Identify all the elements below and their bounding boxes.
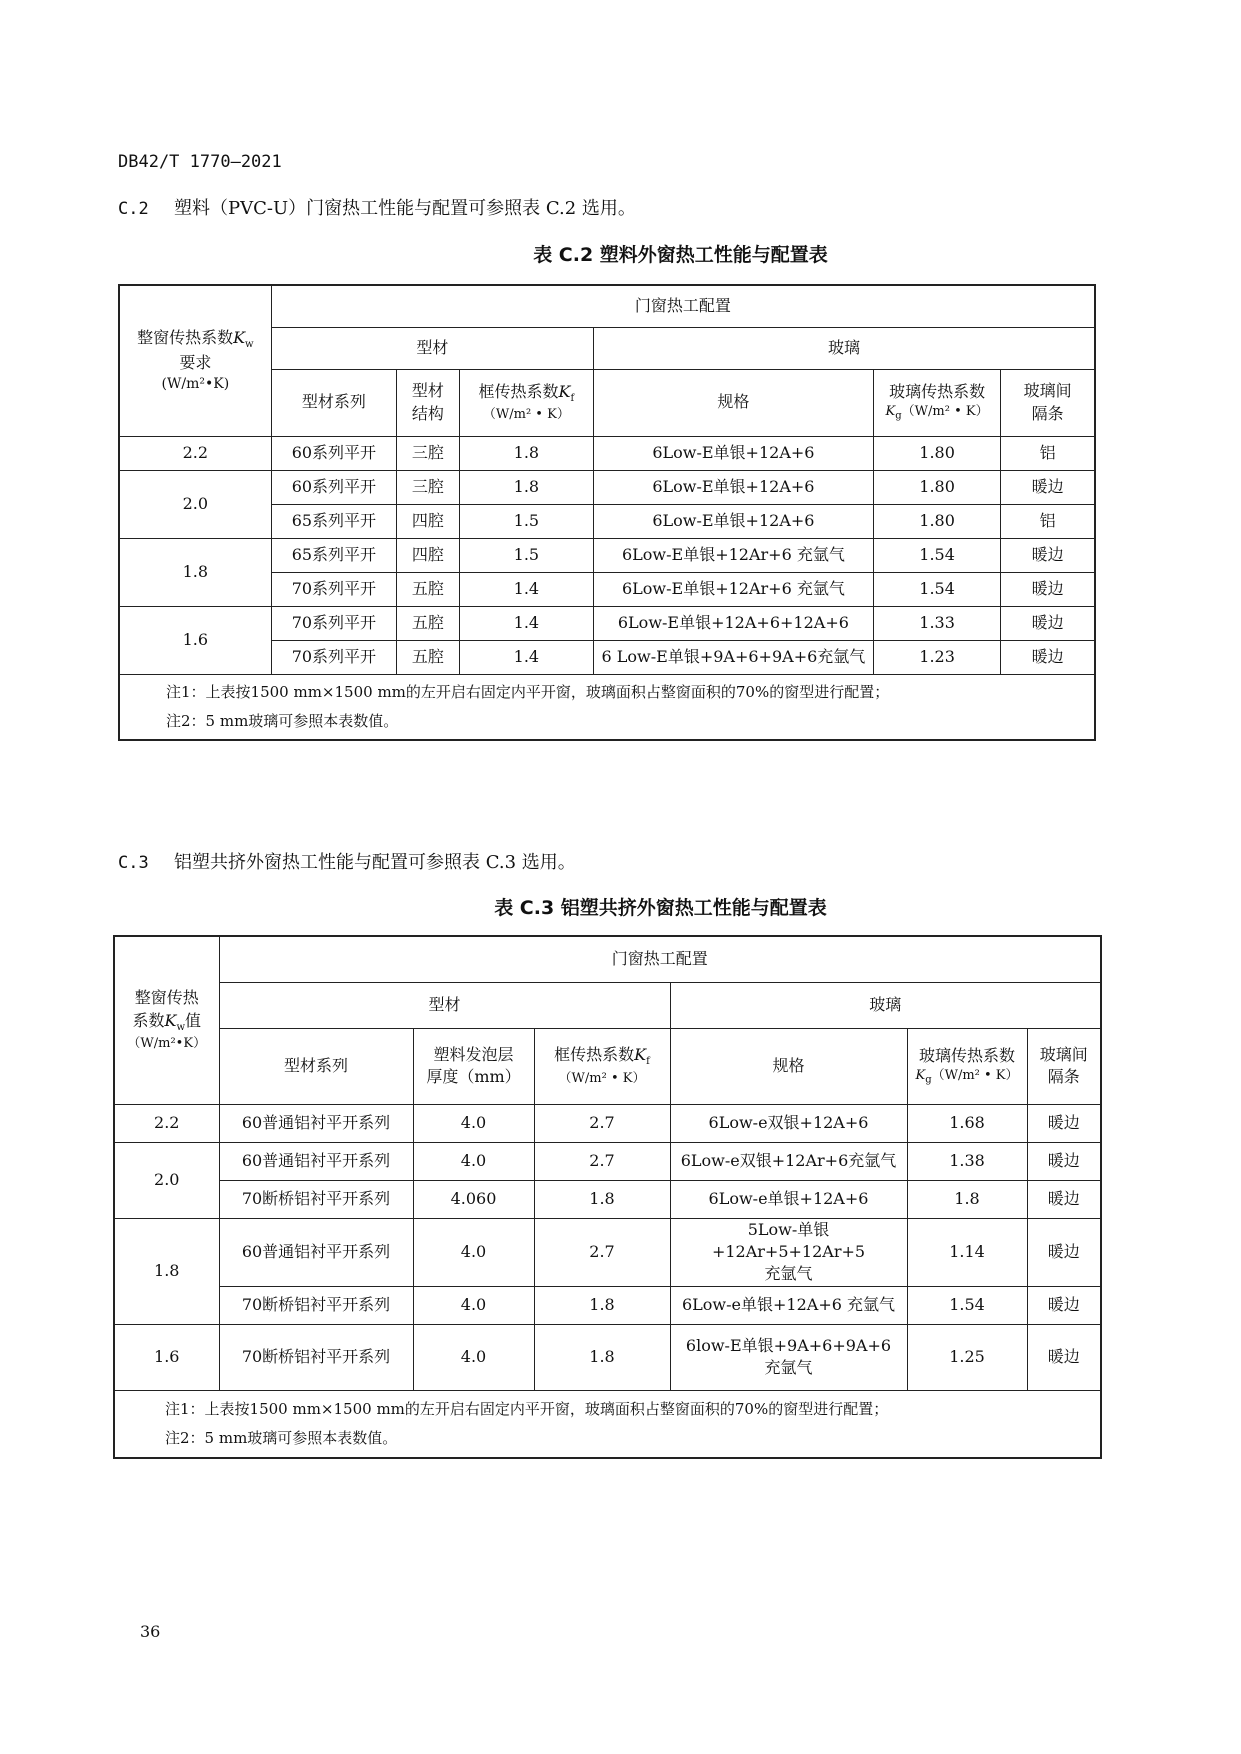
cell-kg: 1.54 [873,572,1001,606]
section-c3-text: 铝塑共挤外窗热工性能与配置可参照表 C.3 选用。 [174,852,576,873]
cell-foam: 4.060 [413,1180,534,1218]
kw-value: 1.8 [119,538,271,606]
cell-spec: 6Low-E单银+12A+6 [594,470,874,504]
header-spec: 规格 [594,369,874,436]
cell-series: 70系列平开 [271,572,396,606]
table-row [119,436,1095,470]
header-config: 门窗热工配置 [271,285,1095,327]
cell-structure: 五腔 [397,572,460,606]
table-c3-notes [114,1390,1101,1458]
section-c2-heading [118,194,636,220]
header-spacer: 玻璃间 隔条 [1027,1028,1101,1104]
table-c2-title: 表 C.2 塑料外窗热工性能与配置表 [533,244,828,266]
cell-spec: 6Low-e单银+12A+6 [670,1180,907,1218]
header-spacer: 玻璃间 隔条 [1001,369,1095,436]
cell-kf: 1.8 [534,1180,670,1218]
table-row [119,538,1095,572]
kw-value: 2.0 [119,470,271,538]
cell-kg: 1.14 [907,1218,1027,1286]
table-row [114,1286,1101,1324]
cell-kf: 1.4 [459,572,593,606]
cell-structure: 五腔 [397,606,460,640]
cell-spacer: 暖边 [1001,606,1095,640]
section-c3-heading [118,848,576,874]
header-kg: 玻璃传热系数 $K_g(W/m^2$ • K） [873,369,1001,436]
cell-structure: 三腔 [397,436,460,470]
cell-spacer: 暖边 [1001,572,1095,606]
cell-kf: 2.7 [534,1104,670,1142]
cell-kg: 1.80 [873,470,1001,504]
cell-kf: 1.8 [534,1324,670,1390]
cell-kg: 1.68 [907,1104,1027,1142]
table-c3 [113,935,1102,1459]
table-row [114,1324,1101,1390]
cell-foam: 4.0 [413,1324,534,1390]
kw-value: 2.2 [119,436,271,470]
cell-kf: 1.4 [459,606,593,640]
cell-series: 70系列平开 [271,640,396,674]
cell-spacer: 铝 [1001,436,1095,470]
cell-kf: 1.8 [459,470,593,504]
cell-kg: 1.80 [873,436,1001,470]
cell-kg: 1.54 [873,538,1001,572]
cell-spacer: 暖边 [1027,1324,1101,1390]
header-profile: 型材 [219,982,670,1028]
cell-series: 60普通铝衬平开系列 [219,1104,413,1142]
table-row [119,470,1095,504]
table-row [119,606,1095,640]
cell-kg: 1.54 [907,1286,1027,1324]
header-series: 型材系列 [271,369,396,436]
header-structure: 型材 结构 [397,369,460,436]
header-config: 门窗热工配置 [219,936,1101,982]
table-c2-notes [119,674,1095,740]
header-spec: 规格 [670,1028,907,1104]
header-kg: 玻璃传热系数 $K_g(W/m^2$ • K） [907,1028,1027,1104]
note-2: 注2：5 mm玻璃可参照本表数值。 [165,1428,398,1447]
cell-kf: 1.5 [459,504,593,538]
cell-kf: 2.7 [534,1218,670,1286]
cell-spacer: 暖边 [1027,1180,1101,1218]
cell-spacer: 暖边 [1027,1142,1101,1180]
header-kf: 框传热系数$K_f$ （W/m² • K） [459,369,593,436]
cell-spacer: 暖边 [1001,640,1095,674]
cell-series: 60系列平开 [271,436,396,470]
header-glass: 玻璃 [670,982,1101,1028]
cell-kg: 1.23 [873,640,1001,674]
cell-spec: 6low-E单银+9A+6+9A+6 充氩气 [670,1324,907,1390]
cell-foam: 4.0 [413,1142,534,1180]
header-profile: 型材 [271,327,593,369]
cell-spec: 6Low-e双银+12A+6 [670,1104,907,1142]
cell-kg: 1.8 [907,1180,1027,1218]
cell-series: 65系列平开 [271,504,396,538]
kw-value: 1.6 [114,1324,219,1390]
cell-spacer: 铝 [1001,504,1095,538]
cell-spec: 6Low-E单银+12A+6 [594,436,874,470]
header-kw: 整窗传热系数$K_w$ 要求 (W/m²•K) [119,285,271,436]
note-1: 注1：上表按1500 mm×1500 mm的左开启右固定内平开窗，玻璃面积占整窗面积的70%的窗型进行配置； [165,1400,889,1419]
section-c2-number: C.2 [118,199,149,219]
cell-series: 70断桥铝衬平开系列 [219,1180,413,1218]
cell-spec: 6Low-e双银+12Ar+6充氩气 [670,1142,907,1180]
note-1: 注1：上表按1500 mm×1500 mm的左开启右固定内平开窗，玻璃面积占整窗面积的70%的窗型进行配置； [166,683,890,702]
cell-kg: 1.25 [907,1324,1027,1390]
header-kf: 框传热系数$K_f$ （W/m² • K） [534,1028,670,1104]
cell-spacer: 暖边 [1027,1286,1101,1324]
section-c2-text: 塑料（PVC-U）门窗热工性能与配置可参照表 C.2 选用。 [174,198,636,219]
cell-kg: 1.80 [873,504,1001,538]
cell-structure: 三腔 [397,470,460,504]
cell-structure: 四腔 [397,538,460,572]
table-row [114,1180,1101,1218]
cell-series: 70系列平开 [271,606,396,640]
cell-kf: 1.8 [534,1286,670,1324]
cell-series: 60普通铝衬平开系列 [219,1218,413,1286]
header-foam: 塑料发泡层 厚度（mm） [413,1028,534,1104]
note-2: 注2：5 mm玻璃可参照本表数值。 [166,711,399,730]
cell-kf: 1.4 [459,640,593,674]
cell-structure: 五腔 [397,640,460,674]
document-id: DB42/T 1770—2021 [118,152,282,172]
table-row [114,1218,1101,1286]
cell-kg: 1.33 [873,606,1001,640]
section-c3-number: C.3 [118,853,149,873]
cell-foam: 4.0 [413,1286,534,1324]
cell-kf: 1.8 [459,436,593,470]
cell-spec: 6 Low-E单银+9A+6+9A+6充氩气 [594,640,874,674]
cell-spacer: 暖边 [1001,470,1095,504]
cell-spec: 6Low-E单银+12Ar+6 充氩气 [594,538,874,572]
cell-foam: 4.0 [413,1218,534,1286]
cell-series: 60系列平开 [271,470,396,504]
kw-value: 1.6 [119,606,271,674]
cell-series: 65系列平开 [271,538,396,572]
page-number: 36 [140,1622,161,1641]
cell-foam: 4.0 [413,1104,534,1142]
kw-value: 1.8 [114,1218,219,1324]
cell-spacer: 暖边 [1001,538,1095,572]
cell-series: 60普通铝衬平开系列 [219,1142,413,1180]
cell-kf: 2.7 [534,1142,670,1180]
cell-spec: 6Low-E单银+12Ar+6 充氩气 [594,572,874,606]
kw-value: 2.2 [114,1104,219,1142]
cell-series: 70断桥铝衬平开系列 [219,1286,413,1324]
cell-spec: 6Low-e单银+12A+6 充氩气 [670,1286,907,1324]
header-glass: 玻璃 [594,327,1095,369]
cell-kg: 1.38 [907,1142,1027,1180]
cell-spec: 6Low-E单银+12A+6 [594,504,874,538]
table-row [114,1104,1101,1142]
cell-spacer: 暖边 [1027,1218,1101,1286]
header-kw: 整窗传热 系数$K_w$值 （W/m²•K） [114,936,219,1104]
cell-spec: 5Low-单银+12Ar+5+12Ar+5 充氩气 [670,1218,907,1286]
cell-kf: 1.5 [459,538,593,572]
cell-structure: 四腔 [397,504,460,538]
table-row [114,1142,1101,1180]
cell-spec: 6Low-E单银+12A+6+12A+6 [594,606,874,640]
cell-series: 70断桥铝衬平开系列 [219,1324,413,1390]
header-series: 型材系列 [219,1028,413,1104]
cell-spacer: 暖边 [1027,1104,1101,1142]
table-c3-title: 表 C.3 铝塑共挤外窗热工性能与配置表 [494,897,827,919]
kw-value: 2.0 [114,1142,219,1218]
table-c2 [118,284,1096,741]
